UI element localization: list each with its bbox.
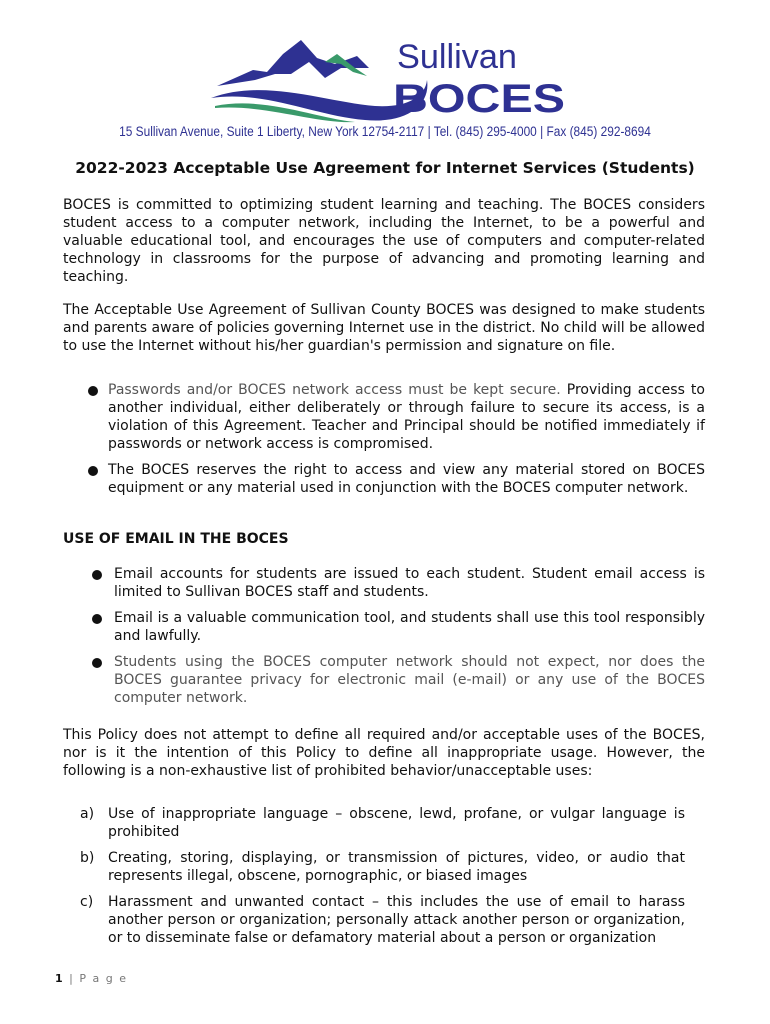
- item-text: Use of inappropriate language – obscene, lewd, profane, or vulgar language is prohibited: [108, 806, 685, 840]
- email-bullet: Students using the BOCES computer network should not expect, nor does the BOCES guarantee privacy for electronic mail (e-mail) or any use of the BOCES computer network.: [114, 654, 705, 706]
- svg-text:BOCES: BOCES: [393, 77, 565, 121]
- item-marker: b): [80, 850, 95, 866]
- bullet-icon: [92, 658, 102, 668]
- bullet-text: Providing access to another individual, either deliberately or through failure to secure its access, is a violation of this Agreement. Teacher and Principal should be notified immediately if passwords or network access is compromised.: [108, 382, 705, 452]
- bullet-icon: [92, 570, 102, 580]
- email-heading: USE OF EMAIL IN THE BOCES: [63, 531, 289, 547]
- bullet-icon: [88, 466, 98, 476]
- bullet-icon: [92, 614, 102, 624]
- document-title: 2022-2023 Acceptable Use Agreement for Internet Services (Students): [75, 159, 695, 177]
- agreement-paragraph: The Acceptable Use Agreement of Sullivan County BOCES was designed to make students and parents aware of policies governing Internet use in the district. No child will be allowed to use the Internet without his/her guardian's permission and signature on file.: [63, 302, 705, 354]
- page-number: 1: [55, 972, 65, 985]
- item-text: Harassment and unwanted contact – this includes the use of email to harass another person or organization; personally attack another person or organization, or to disseminate false or defamatory material about a person or organization: [108, 894, 685, 946]
- item-marker: a): [80, 806, 95, 822]
- address-line: 15 Sullivan Avenue, Suite 1 Liberty, New York 12754-2117 | Tel. (845) 295-4000 | Fax (845) 292-8694: [119, 124, 651, 139]
- item-text: Creating, storing, displaying, or transmission of pictures, video, or audio that represents illegal, obscene, pornographic, or biased images: [108, 850, 685, 884]
- bullet-icon: [88, 386, 98, 396]
- prohibited-item: [80, 893, 685, 947]
- email-bullet: Email accounts for students are issued to each student. Student email access is limited to Sullivan BOCES staff and students.: [114, 566, 705, 600]
- page-label: | P a g e: [69, 972, 128, 985]
- bullet-passwords: [108, 381, 705, 453]
- policy-paragraph: This Policy does not attempt to define all required and/or acceptable uses of the BOCES, nor is it the intention of this Policy to define all inappropriate usage. However, the following is a non-exhaustive list of prohibited behavior/unacceptable uses:: [63, 727, 705, 779]
- item-marker: c): [80, 894, 94, 910]
- sullivan-boces-logo: [205, 28, 575, 124]
- svg-text:Sullivan: Sullivan: [397, 38, 517, 76]
- email-bullet: Email is a valuable communication tool, and students shall use this tool responsibly and lawfully.: [114, 610, 705, 644]
- intro-paragraph: BOCES is committed to optimizing student learning and teaching. The BOCES considers student access to a computer network, including the Internet, to be a powerful and valuable educational tool, and encourages the use of computers and computer-related technology in classrooms for the purpose of advancing and promoting learning and teaching.: [63, 197, 705, 285]
- bullet-access: The BOCES reserves the right to access and view any material stored on BOCES equipment or any material used in conjunction with the BOCES computer network.: [108, 462, 705, 496]
- bullet-gray-text: Passwords and/or BOCES network access must be kept secure.: [108, 382, 561, 398]
- prohibited-item: [80, 805, 685, 841]
- prohibited-item: [80, 849, 685, 885]
- page-footer: [55, 972, 127, 985]
